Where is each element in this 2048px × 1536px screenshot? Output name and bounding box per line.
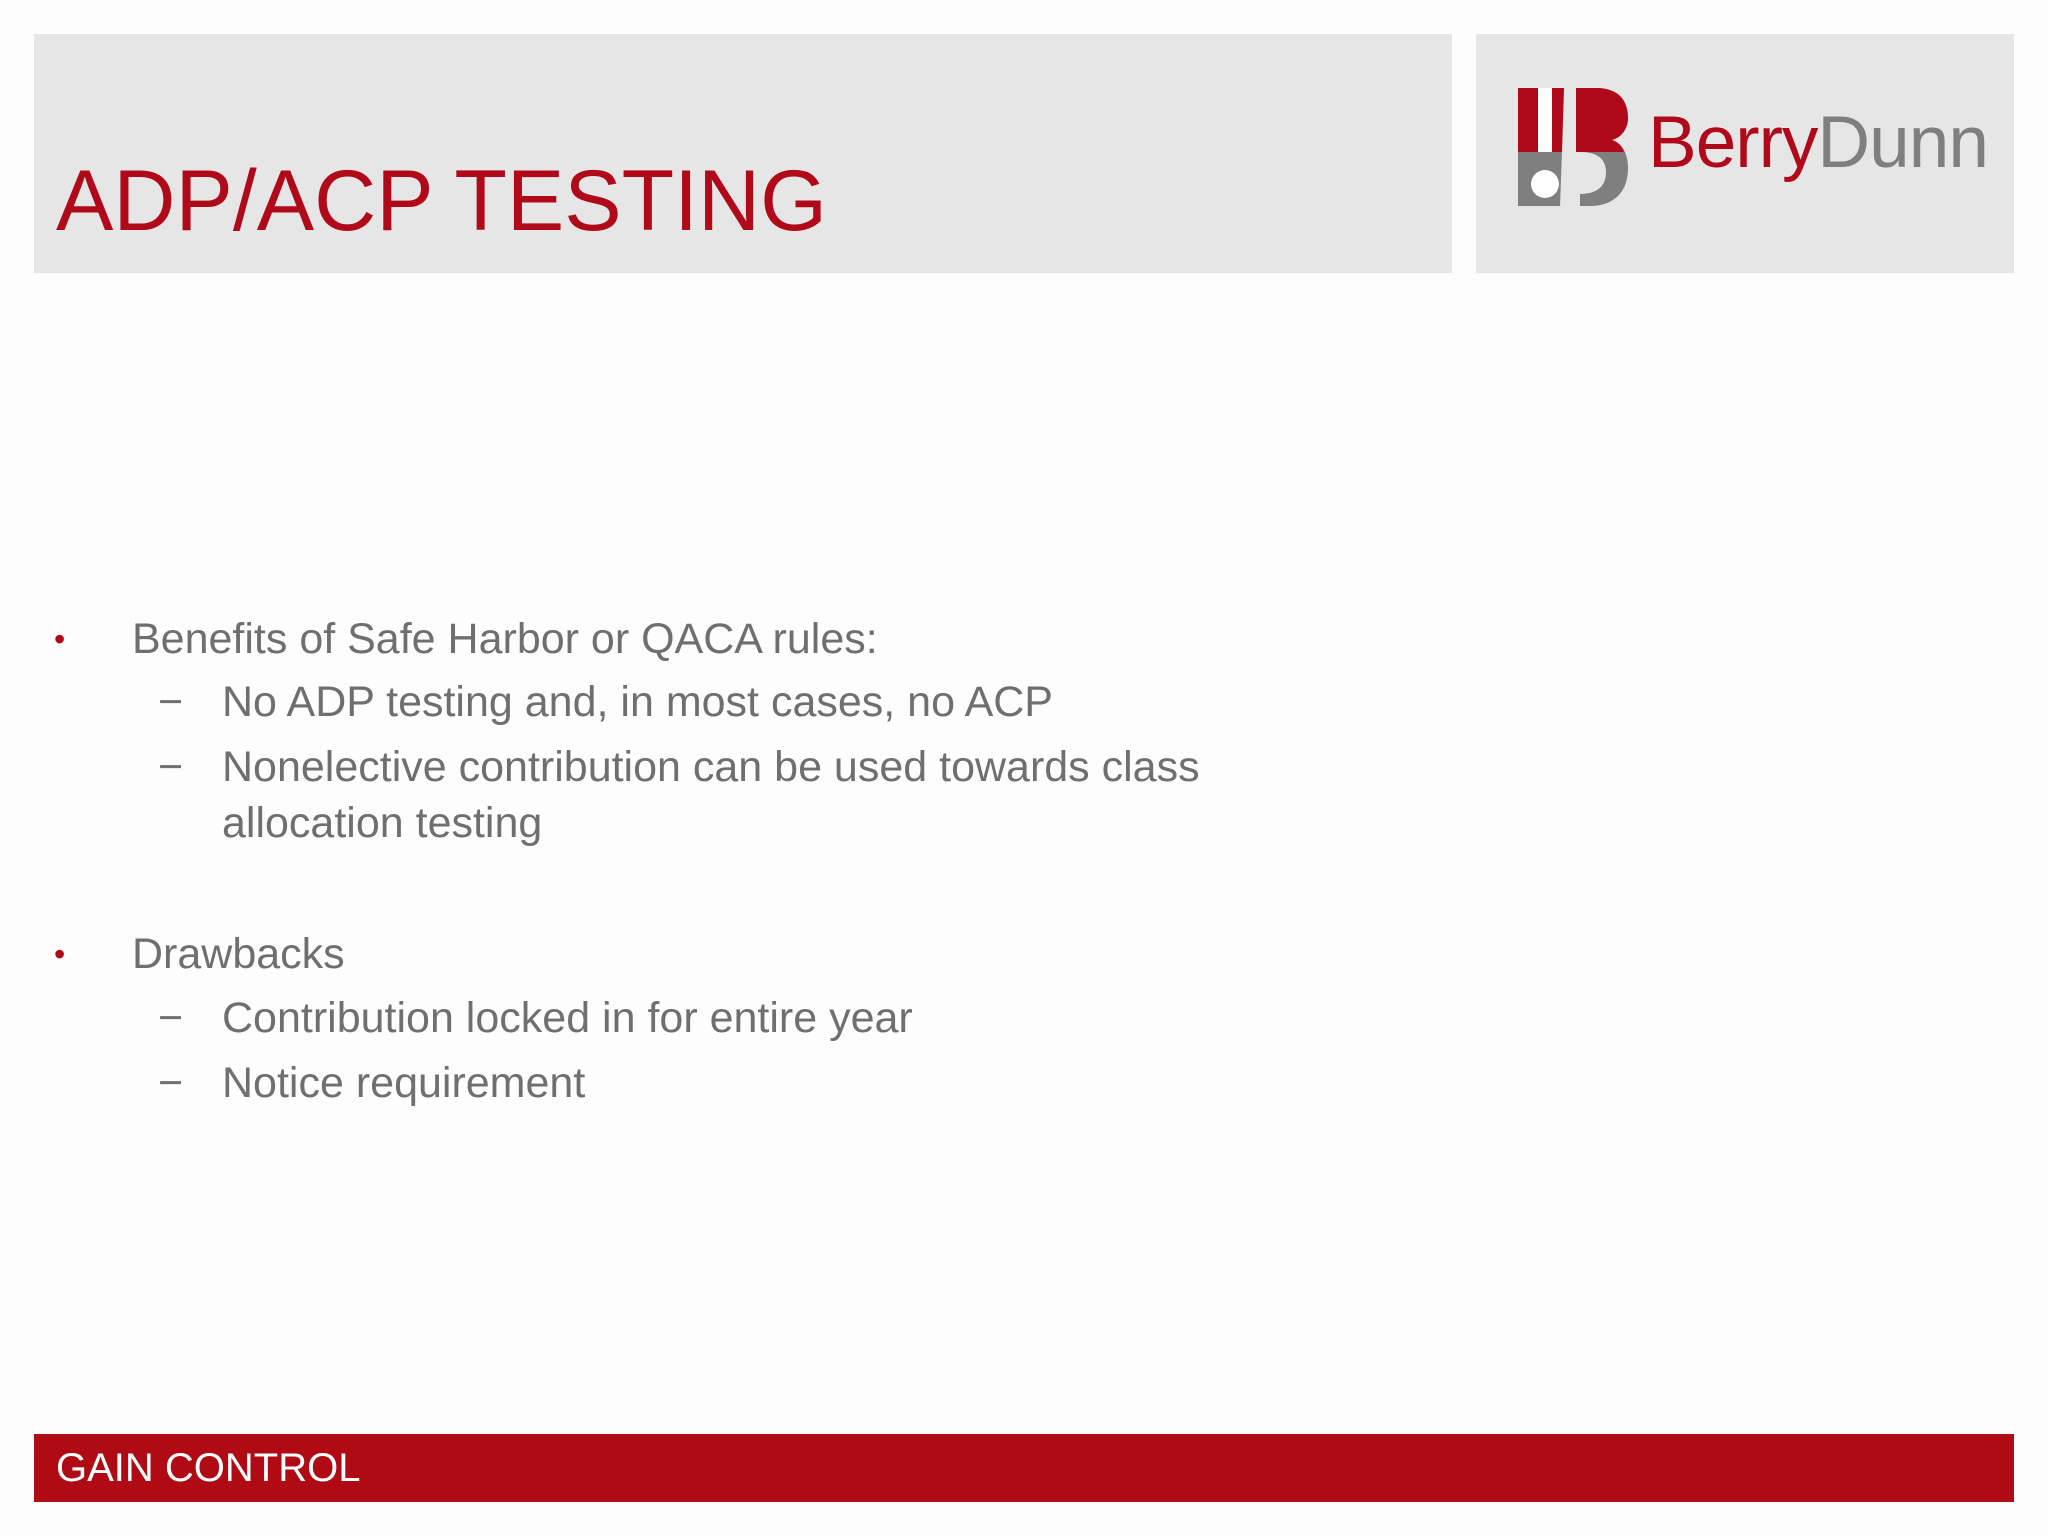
sub-bullet-text-line-2: allocation testing [222, 799, 543, 847]
bullet-text: Benefits of Safe Harbor or QACA rules: [132, 615, 878, 663]
slide-title: ADP/ACP TESTING [56, 153, 828, 249]
dash-marker: − [158, 743, 184, 791]
bullet-marker: • [54, 936, 66, 972]
sub-bullet-text: Notice requirement [222, 1059, 586, 1107]
sub-bullet-text: Contribution locked in for entire year [222, 994, 913, 1042]
title-bar [34, 34, 1452, 273]
logo-word-dunn: Dunn [1817, 102, 1988, 183]
dash-marker: − [158, 994, 184, 1042]
footer-bar [34, 1434, 2014, 1502]
berrydunn-logo-mark-icon [1518, 88, 1628, 206]
bullet-text: Drawbacks [132, 930, 345, 978]
sub-bullet-text: No ADP testing and, in most cases, no ACP [222, 678, 1053, 726]
footer-label: GAIN CONTROL [56, 1446, 361, 1490]
logo-word-berry: Berry [1648, 102, 1818, 183]
sub-bullet-text-line-1: Nonelective contribution can be used towards class [222, 743, 1200, 791]
bullet-marker: • [54, 621, 66, 657]
logo-box [1476, 34, 2014, 273]
logo-wordmark [1648, 102, 1988, 183]
dash-marker: − [158, 678, 184, 726]
dash-marker: − [158, 1059, 184, 1107]
